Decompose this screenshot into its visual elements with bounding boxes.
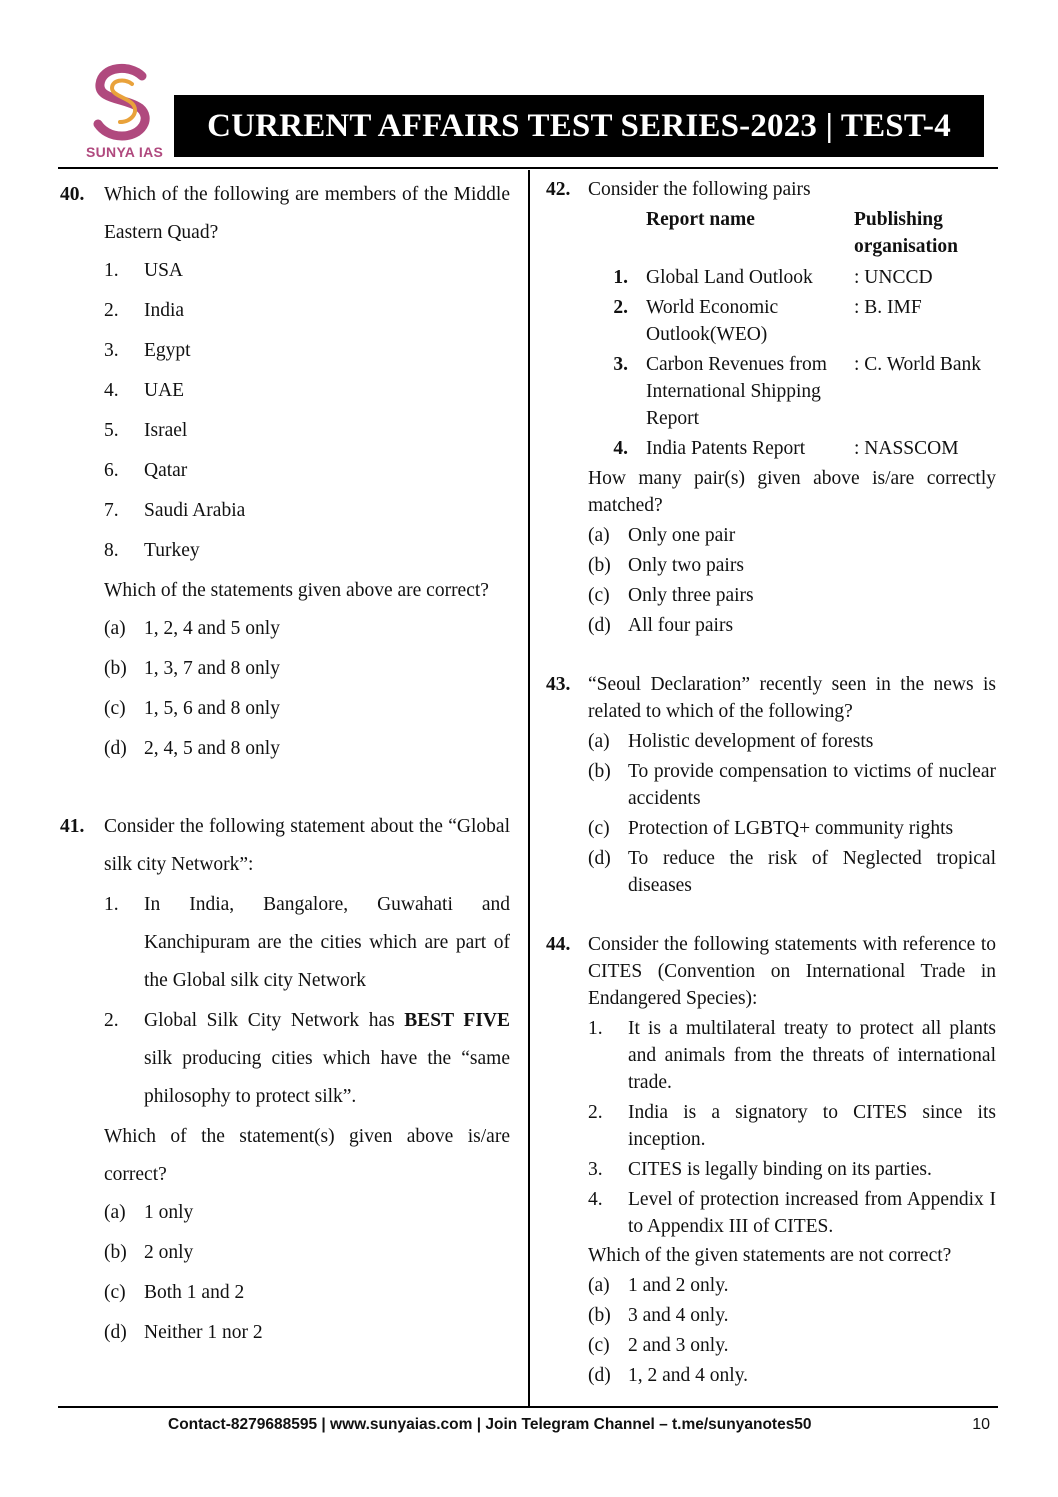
answer-option: (a) 1 only	[104, 1202, 194, 1223]
table-row: 4. India Patents Report : NASSCOM	[613, 438, 959, 459]
column-divider	[528, 170, 530, 1406]
answer-option: (c) 1, 5, 6 and 8 only	[104, 698, 280, 719]
answer-option: (d) To reduce the risk of Neglected tropical diseases	[588, 848, 996, 896]
question-number: 44.	[546, 934, 571, 955]
question-44	[546, 931, 996, 1389]
question-number: 42.	[546, 179, 571, 200]
table-row: 3. Carbon Revenues from International Shipping Report : C. World Bank	[613, 354, 981, 429]
list-item: 2. India is a signatory to CITES since its inception.	[588, 1102, 996, 1150]
list-item: 4. Level of protection increased from Appendix I to Appendix III of CITES.	[588, 1189, 996, 1237]
question-stem: Consider the following statements with reference to CITES (Convention on International Trade in Endangered Species):	[588, 934, 996, 1009]
question-42	[546, 176, 996, 639]
list-item: 7. Saudi Arabia	[104, 500, 246, 521]
list-item: 3. Egypt	[104, 340, 191, 361]
question-43	[546, 671, 996, 899]
list-item: 2. Global Silk City Network has BEST FIVE silk producing cities which have the “same philosophy to protect silk”.	[104, 1010, 510, 1107]
list-item: 1. In India, Bangalore, Guwahati and Kanchipuram are the cities which are part of the Global silk city Network	[104, 894, 510, 991]
table-row: 2. World Economic Outlook(WEO) : B. IMF	[613, 297, 922, 345]
question-stem: “Seoul Declaration” recently seen in the news is related to which of the following?	[588, 674, 996, 722]
list-item: 4. UAE	[104, 380, 185, 401]
answer-option: (d) 1, 2 and 4 only.	[588, 1365, 749, 1386]
question-41	[60, 808, 510, 1352]
answer-option: (b) Only two pairs	[588, 555, 744, 576]
question-stem: Which of the following are members of the Middle Eastern Quad?	[104, 184, 510, 243]
column-header-report: Report name	[646, 209, 755, 230]
question-prompt: Which of the statement(s) given above is/are correct?	[104, 1126, 510, 1185]
answer-option: (c) Both 1 and 2	[104, 1282, 245, 1303]
page-footer	[58, 1413, 998, 1439]
question-prompt: Which of the statements given above are correct?	[104, 580, 489, 601]
page-title-banner: CURRENT AFFAIRS TEST SERIES-2023 | TEST-4	[174, 95, 984, 157]
question-number: 40.	[60, 184, 85, 205]
pairs-table-header	[646, 206, 996, 260]
answer-option: (d) 2, 4, 5 and 8 only	[104, 738, 280, 759]
answer-option: (a) Only one pair	[588, 525, 736, 546]
question-40	[60, 176, 510, 768]
footer-contact: Contact-8279688595 | www.sunyaias.com | Join Telegram Channel – t.me/sunyanotes50	[168, 1416, 812, 1433]
logo-s-icon	[86, 62, 162, 142]
left-column	[60, 176, 510, 1352]
sunya-ias-logo	[86, 62, 162, 166]
question-prompt: Which of the given statements are not correct?	[588, 1245, 952, 1266]
question-prompt: How many pair(s) given above is/are correctly matched?	[588, 468, 996, 516]
question-number: 41.	[60, 816, 85, 837]
footer-rule	[58, 1406, 998, 1408]
question-stem: Consider the following pairs	[588, 179, 811, 200]
list-item: 6. Qatar	[104, 460, 188, 481]
answer-option: (d) All four pairs	[588, 615, 734, 636]
header-rule	[58, 167, 998, 169]
answer-option: (c) Only three pairs	[588, 585, 754, 606]
answer-option: (b) 3 and 4 only.	[588, 1305, 729, 1326]
right-column	[546, 176, 996, 1389]
page-number: 10	[972, 1416, 990, 1433]
list-item: 2. India	[104, 300, 185, 321]
answer-option: (a) 1, 2, 4 and 5 only	[104, 618, 280, 639]
answer-option: (c) Protection of LGBTQ+ community rights	[588, 818, 954, 839]
list-item: 1. USA	[104, 260, 184, 281]
answer-option: (d) Neither 1 nor 2	[104, 1322, 263, 1343]
table-row: 1. Global Land Outlook : UNCCD	[613, 267, 933, 288]
answer-option: (a) Holistic development of forests	[588, 731, 874, 752]
answer-option: (c) 2 and 3 only.	[588, 1335, 729, 1356]
question-stem: Consider the following statement about the “Global silk city Network”:	[104, 816, 510, 875]
list-item: 5. Israel	[104, 420, 188, 441]
list-item: 1. It is a multilateral treaty to protect all plants and animals from the threats of international trade.	[588, 1018, 996, 1093]
answer-option: (b) To provide compensation to victims of nuclear accidents	[588, 761, 996, 809]
question-number: 43.	[546, 674, 571, 695]
answer-option: (b) 2 only	[104, 1242, 194, 1263]
answer-option: (b) 1, 3, 7 and 8 only	[104, 658, 280, 679]
list-item: 3. CITES is legally binding on its parties.	[588, 1159, 932, 1180]
list-item: 8. Turkey	[104, 540, 200, 561]
answer-option: (a) 1 and 2 only.	[588, 1275, 729, 1296]
column-header-organisation: Publishing organisation	[854, 209, 959, 257]
logo-brand-text: SUNYA IAS	[86, 144, 164, 160]
